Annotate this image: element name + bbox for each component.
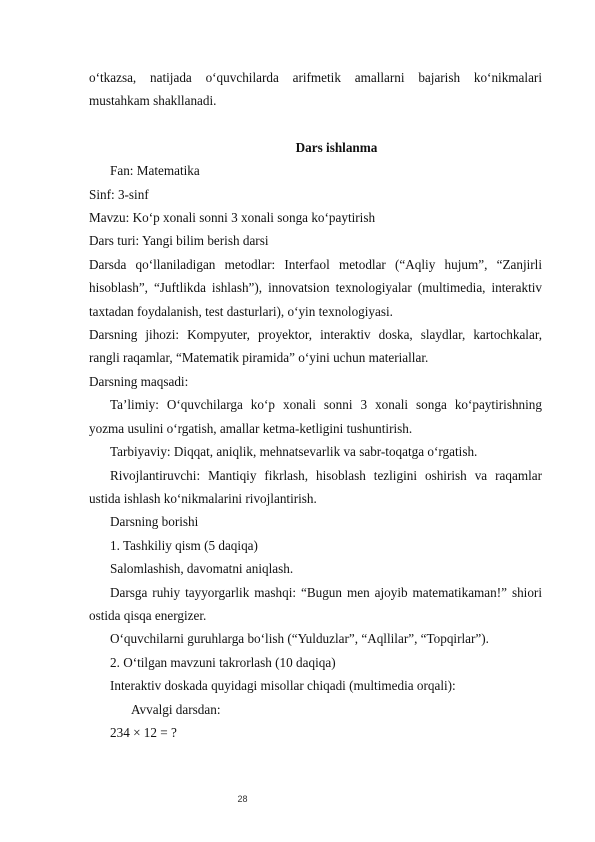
- example-problem: 234 × 12 = ?: [110, 724, 177, 740]
- paragraph-intro: o‘tkazsa, natijada o‘quvchilarda arifmetik amallarni bajarish ko‘nikmalari mustahkam shakllanadi.: [89, 70, 542, 109]
- developmental-goal: Rivojlantiruvchi: Mantiqiy fikrlash, hisoblash tezligini oshirish va raqamlar ustida ishlash ko‘nikmalarini rivojlantirish.: [89, 467, 542, 506]
- upbringing-goal: Tarbiyaviy: Diqqat, aniqlik, mehnatsevarlik va sabr-toqatga o‘rgatish.: [110, 444, 478, 460]
- lesson-type-line: Dars turi: Yangi bilim berish darsi: [89, 233, 269, 249]
- document-page: [89, 66, 542, 744]
- equipment-paragraph: Darsning jihozi: Kompyuter, proyektor, interaktiv doska, slaydlar, kartochkalar, rangli raqamlar, “Matematik piramida” o‘yini uchun materiallar.: [89, 327, 542, 366]
- page-number: 28: [237, 794, 248, 804]
- warmup-paragraph: Darsga ruhiy tayyorgarlik mashqi: “Bugun men ajoyib matematikaman!” shiori ostida qisqa energizer.: [89, 584, 542, 623]
- grouping-line: O‘quvchilarni guruhlarga bo‘lish (“Yulduzlar”, “Aqllilar”, “Topqirlar”).: [110, 631, 489, 647]
- topic-line: Mavzu: Ko‘p xonali sonni 3 xonali songa ko‘paytirish: [89, 210, 376, 226]
- goals-heading: Darsning maqsadi:: [89, 373, 189, 389]
- review-part: 2. O‘tilgan mavzuni takrorlash (10 daqiqa): [110, 654, 336, 670]
- section-title: Dars ishlanma: [295, 139, 378, 155]
- organizational-part: 1. Tashkiliy qism (5 daqiqa): [110, 537, 258, 553]
- grade-line: Sinf: 3-sinf: [89, 186, 149, 202]
- interactive-board-line: Interaktiv doskada quyidagi misollar chiqadi (multimedia orqali):: [110, 678, 456, 694]
- educational-goal: Ta’limiy: O‘quvchilarga ko‘p xonali sonni 3 xonali songa ko‘paytirishning yozma usulini o‘rgatish, amallar ketma-ketligini tushuntirish.: [89, 397, 542, 436]
- methods-paragraph: Darsda qo‘llaniladigan metodlar: Interfaol metodlar (“Aqliy hujum”, “Zanjirli hisoblash”, “Juftlikda ishlash”), innovatsion texnologiyalar (multimedia, interaktiv taxtadan foydalanish, test dasturlari), o‘yin texnologiyasi.: [89, 256, 542, 319]
- previous-lesson-line: Avvalgi darsdan:: [131, 701, 221, 717]
- lesson-flow-heading: Darsning borishi: [110, 514, 199, 530]
- spacer: [89, 113, 542, 136]
- subject-line: Fan: Matematika: [110, 163, 200, 179]
- greeting-line: Salomlashish, davomatni aniqlash.: [110, 561, 294, 577]
